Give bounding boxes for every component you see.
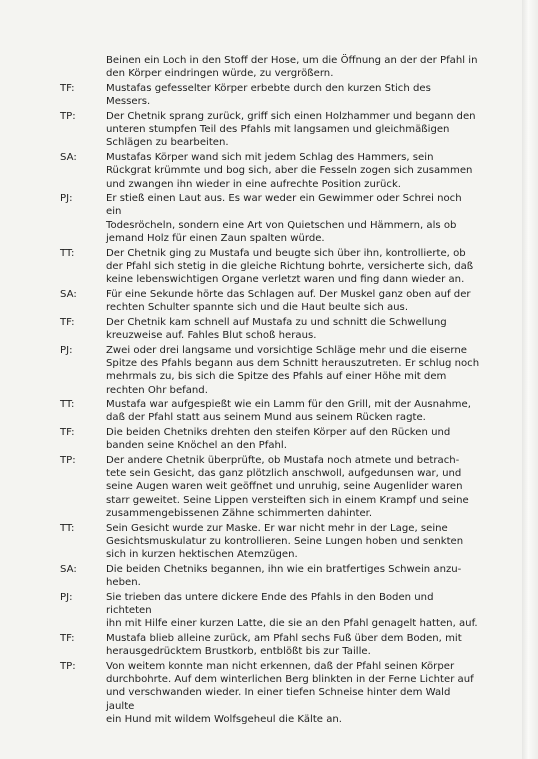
speaker-label: TP: <box>60 110 76 122</box>
speaker-label: PJ: <box>60 193 73 205</box>
dialogue-passage <box>60 247 480 287</box>
passage-text: Für eine Sekunde hörte das Schlagen auf. Der Muskel ganz oben auf der rechten Schulter spannte sich und die Haut beulte sich aus. <box>106 288 471 314</box>
dialogue-passage <box>60 591 480 631</box>
dialogue-passage <box>60 398 480 425</box>
speaker-label: TF: <box>60 426 75 438</box>
dialogue-passage <box>60 110 480 150</box>
passage-text: Der andere Chetnik überprüfte, ob Mustafa noch atmete und betrach- tete sein Gesicht, das ganz plötzlich anschwoll, aufgedunsen war, und seine Augen waren weit geöffnet und unruhig, seine Augenlider waren starr geweitet. Seine Lippen versteiften sich in einem Krampf und seine zusammengebissenen Zähne schimmerten dahinter. <box>106 454 469 520</box>
passage-text: Mustafas Körper wand sich mit jedem Schlag des Hammers, sein Rückgrat krümmte und bog sich, aber die Fesseln zogen sich zusammen und zwangen ihn wieder in eine aufrechte Position zurück. <box>106 151 473 190</box>
speaker-label: SA: <box>60 288 77 300</box>
speaker-label: SA: <box>60 563 77 575</box>
dialogue-passage <box>60 288 480 315</box>
speaker-label: TF: <box>60 82 75 94</box>
speaker-label: TT: <box>60 399 75 411</box>
speaker-label: TT: <box>60 522 75 534</box>
dialogue-passage <box>60 344 480 397</box>
dialogue-passage <box>60 426 480 453</box>
dialogue-passage <box>60 316 480 343</box>
dialogue-passage <box>60 660 480 726</box>
passage-text: Der Chetnik kam schnell auf Mustafa zu und schnitt die Schwellung kreuzweise auf. Fahles Blut schoß heraus. <box>106 316 447 342</box>
passage-text: Mustafa war aufgespießt wie ein Lamm für den Grill, mit der Ausnahme, daß der Pfahl statt aus seinem Mund aus seinem Rücken ragte. <box>106 399 471 424</box>
dialogue-passage <box>60 522 480 562</box>
dialogue-passage <box>60 192 480 245</box>
passage-text: Von weitem konnte man nicht erkennen, daß der Pfahl seinen Körper durchbohrte. Auf dem winterlichen Berg blinkten in der Ferne Lichter auf und verschwanden wieder. In einer tiefen Schneise hinter dem Wald jaulte ein Hund mit wildem Wolfsgeheul die Kälte an. <box>106 660 474 725</box>
passage-text: Der Chetnik ging zu Mustafa und beugte sich über ihn, kontrollierte, ob der Pfahl sich stetig in die gleiche Richtung bohrte, versicherte sich, daß keine lebenswichtigen Organe verletzt waren und fing dann wieder an. <box>106 247 474 286</box>
speaker-label: TT: <box>60 247 75 259</box>
speaker-label: TF: <box>60 316 75 328</box>
dialogue-passage <box>60 151 480 191</box>
passage-text: Er stieß einen Laut aus. Es war weder ein Gewimmer oder Schrei noch ein Todesröcheln, sondern eine Art von Quietschen und Hämmern, als ob jemand Holz für einen Zaun spalten würde. <box>106 193 462 245</box>
dialogue-passage <box>60 632 480 659</box>
speaker-label: TP: <box>60 660 76 672</box>
passage-text: Die beiden Chetniks drehten den steifen Körper auf den Rücken und banden seine Knöchel an den Pfahl. <box>106 426 451 452</box>
passage-text: Der Chetnik sprang zurück, griff sich einen Holzhammer und begann den unteren stumpfen Teil des Pfahls mit langsamen und gleichmäßigen Schlägen zu bearbeiten. <box>106 110 476 149</box>
passage-text: Mustafa blieb alleine zurück, am Pfahl sechs Fuß über dem Boden, mit herausgedrücktem Brustkorb, entblößt bis zur Taille. <box>106 632 462 658</box>
passage-text: Mustafas gefesselter Körper erbebte durch den kurzen Stich des Messers. <box>106 82 431 108</box>
passage-text: Zwei oder drei langsame und vorsichtige Schläge mehr und die eiserne Spitze des Pfahls begann aus dem Schnitt herauszutreten. Er schlug noch mehrmals zu, bis sich die Spitze des Pfahls auf einer Höhe mit dem rechten Ohr befand. <box>106 344 480 396</box>
dialogue-passage <box>60 82 480 109</box>
passage-text: Sie trieben das untere dickere Ende des Pfahls in den Boden und richteten ihn mit Hilfe einer kurzen Latte, die sie an den Pfahl genagelt hatten, auf. <box>106 591 478 630</box>
dialogue-passage <box>60 454 480 520</box>
dialogue-passage <box>60 54 480 81</box>
speaker-label: PJ: <box>60 344 73 356</box>
passage-text: Beinen ein Loch in den Stoff der Hose, um die Öffnung an der der Pfahl in den Körper eindringen würde, zu vergrößern. <box>106 55 478 80</box>
passage-text: Die beiden Chetniks begannen, ihn wie ein bratfertiges Schwein anzu- heben. <box>106 563 462 589</box>
speaker-label: SA: <box>60 151 77 163</box>
page-edge <box>522 0 538 759</box>
dialogue-passage <box>60 563 480 590</box>
script-text <box>60 54 480 726</box>
passage-text: Sein Gesicht wurde zur Maske. Er war nicht mehr in der Lage, seine Gesichtsmuskulatur zu kontrollieren. Seine Lungen hoben und senkten sich in kurzen hektischen Atemzügen. <box>106 522 464 561</box>
speaker-label: TP: <box>60 454 76 466</box>
speaker-label: PJ: <box>60 591 73 603</box>
speaker-label: TF: <box>60 632 75 644</box>
